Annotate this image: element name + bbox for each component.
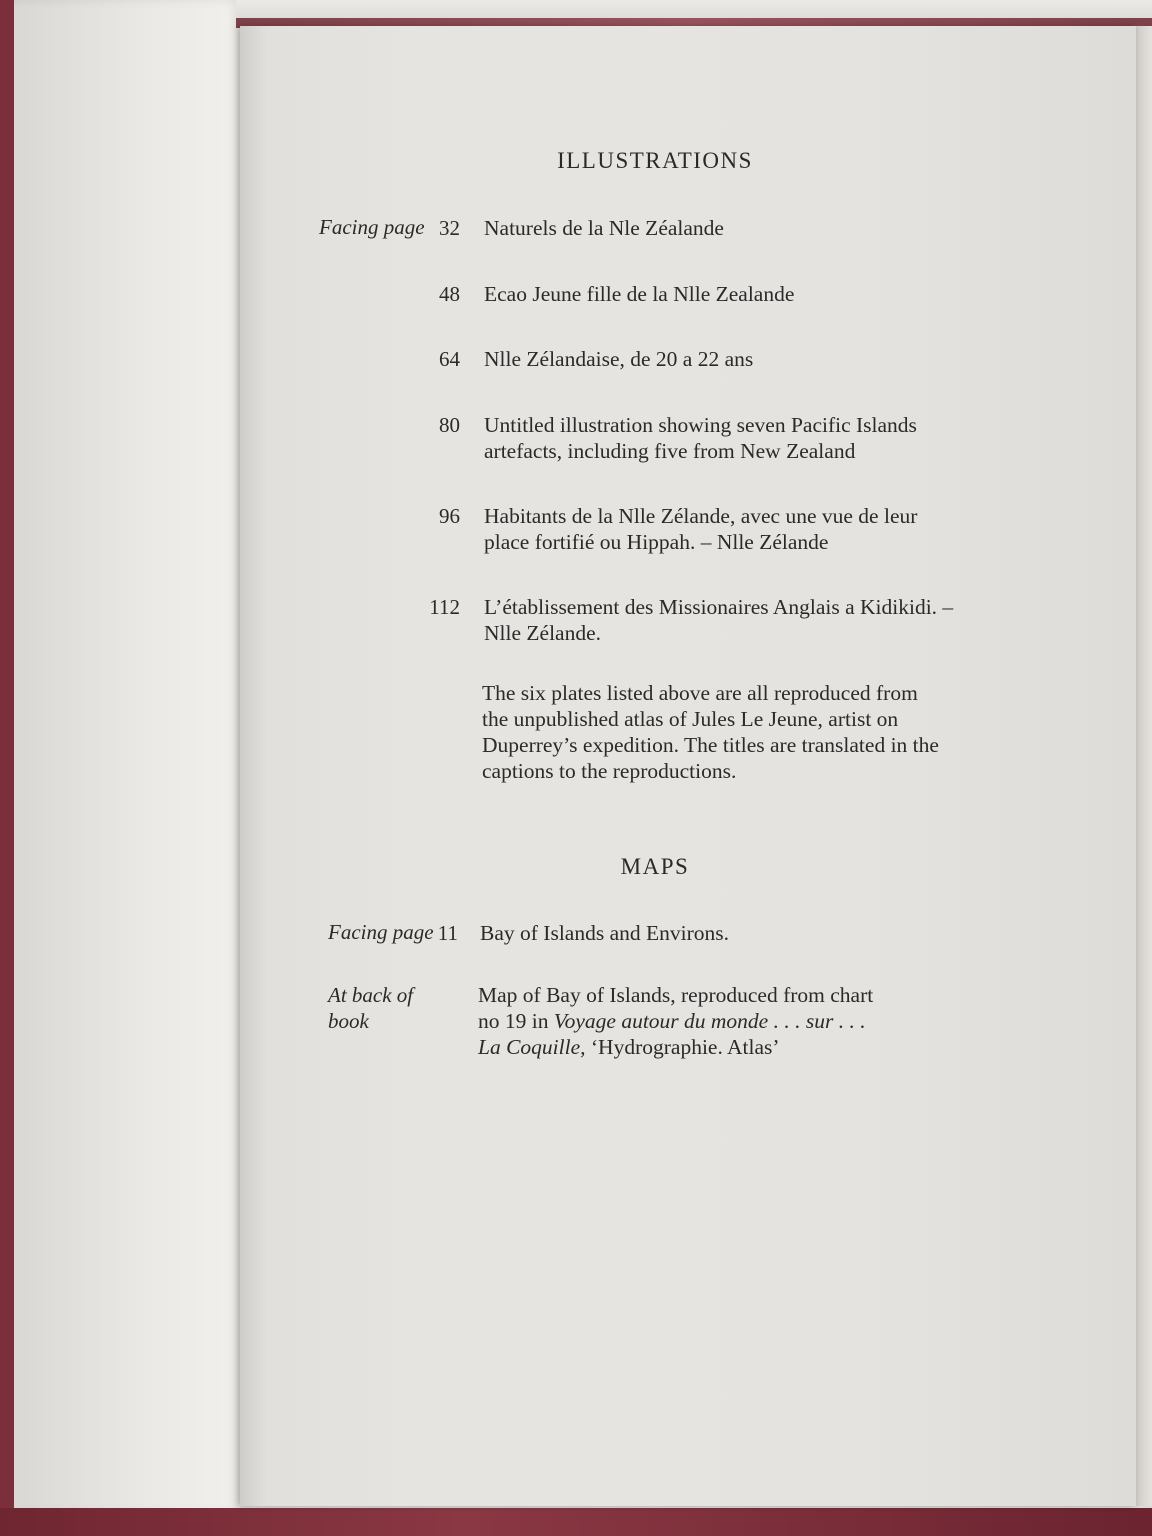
entry-title: Ecao Jeune fille de la Nlle Zealande [484, 282, 795, 306]
entry-page-number: 32 [439, 216, 460, 240]
entry-title-line: Habitants de la Nlle Zélande, avec une vue de leur [484, 504, 918, 528]
map-title-italic: La Coquille, [478, 1035, 586, 1059]
map-title-line [478, 1008, 866, 1034]
note-line: The six plates listed above are all reproduced from [482, 681, 918, 705]
map-page-number: 11 [437, 921, 458, 945]
book-cover-bottom-edge [0, 1508, 1152, 1536]
facing-page-label: Facing page [319, 215, 425, 239]
map-title: Bay of Islands and Environs. [480, 921, 730, 945]
facing-page-label: Facing page [328, 920, 434, 944]
entry-page-number: 96 [439, 504, 460, 528]
back-of-book-label: At back of [328, 983, 414, 1007]
entry-page-number: 112 [429, 595, 460, 619]
facing-left-page [8, 0, 240, 1512]
map-title-plain: ‘Hydrographie. Atlas’ [585, 1035, 780, 1059]
entry-page-number: 80 [439, 413, 460, 437]
entry-title [484, 215, 724, 241]
maps-heading: MAPS [620, 854, 690, 879]
entry-title-line: artefacts, including five from New Zealand [484, 439, 856, 463]
entry-title-line: Nlle Zélande. [484, 621, 602, 645]
book-cover-edge-left [0, 0, 14, 1536]
note-line: Duperrey’s expedition. The titles are translated in the [482, 733, 939, 757]
back-of-book-label: book [328, 1009, 369, 1033]
map-title-plain: no 19 in [478, 1009, 554, 1033]
map-title-italic: Voyage autour du monde . . . sur . . . [553, 1009, 866, 1033]
illustrations-page [240, 26, 1136, 1506]
entry-title-line: Untitled illustration showing seven Pacific Islands [484, 413, 917, 437]
entry-title-line: L’établissement des Missionaires Anglais a Kidikidi. – [484, 595, 954, 619]
note-line: captions to the reproductions. [482, 759, 737, 783]
entry-title-text: Naturels de la Nle Zéalande [484, 216, 724, 240]
note-line: the unpublished atlas of Jules Le Jeune, artist on [482, 707, 899, 731]
entry-page-number: 64 [439, 347, 460, 371]
map-title-line [478, 1034, 780, 1060]
entry-title-line: place fortifié ou Hippah. – Nlle Zélande [484, 530, 829, 554]
map-title-line: Map of Bay of Islands, reproduced from chart [478, 983, 874, 1007]
entry-title: Nlle Zélandaise, de 20 a 22 ans [484, 347, 754, 371]
entry-page-number: 48 [439, 282, 460, 306]
page-right-edge [1136, 26, 1152, 1506]
illustrations-heading: ILLUSTRATIONS [557, 148, 753, 173]
